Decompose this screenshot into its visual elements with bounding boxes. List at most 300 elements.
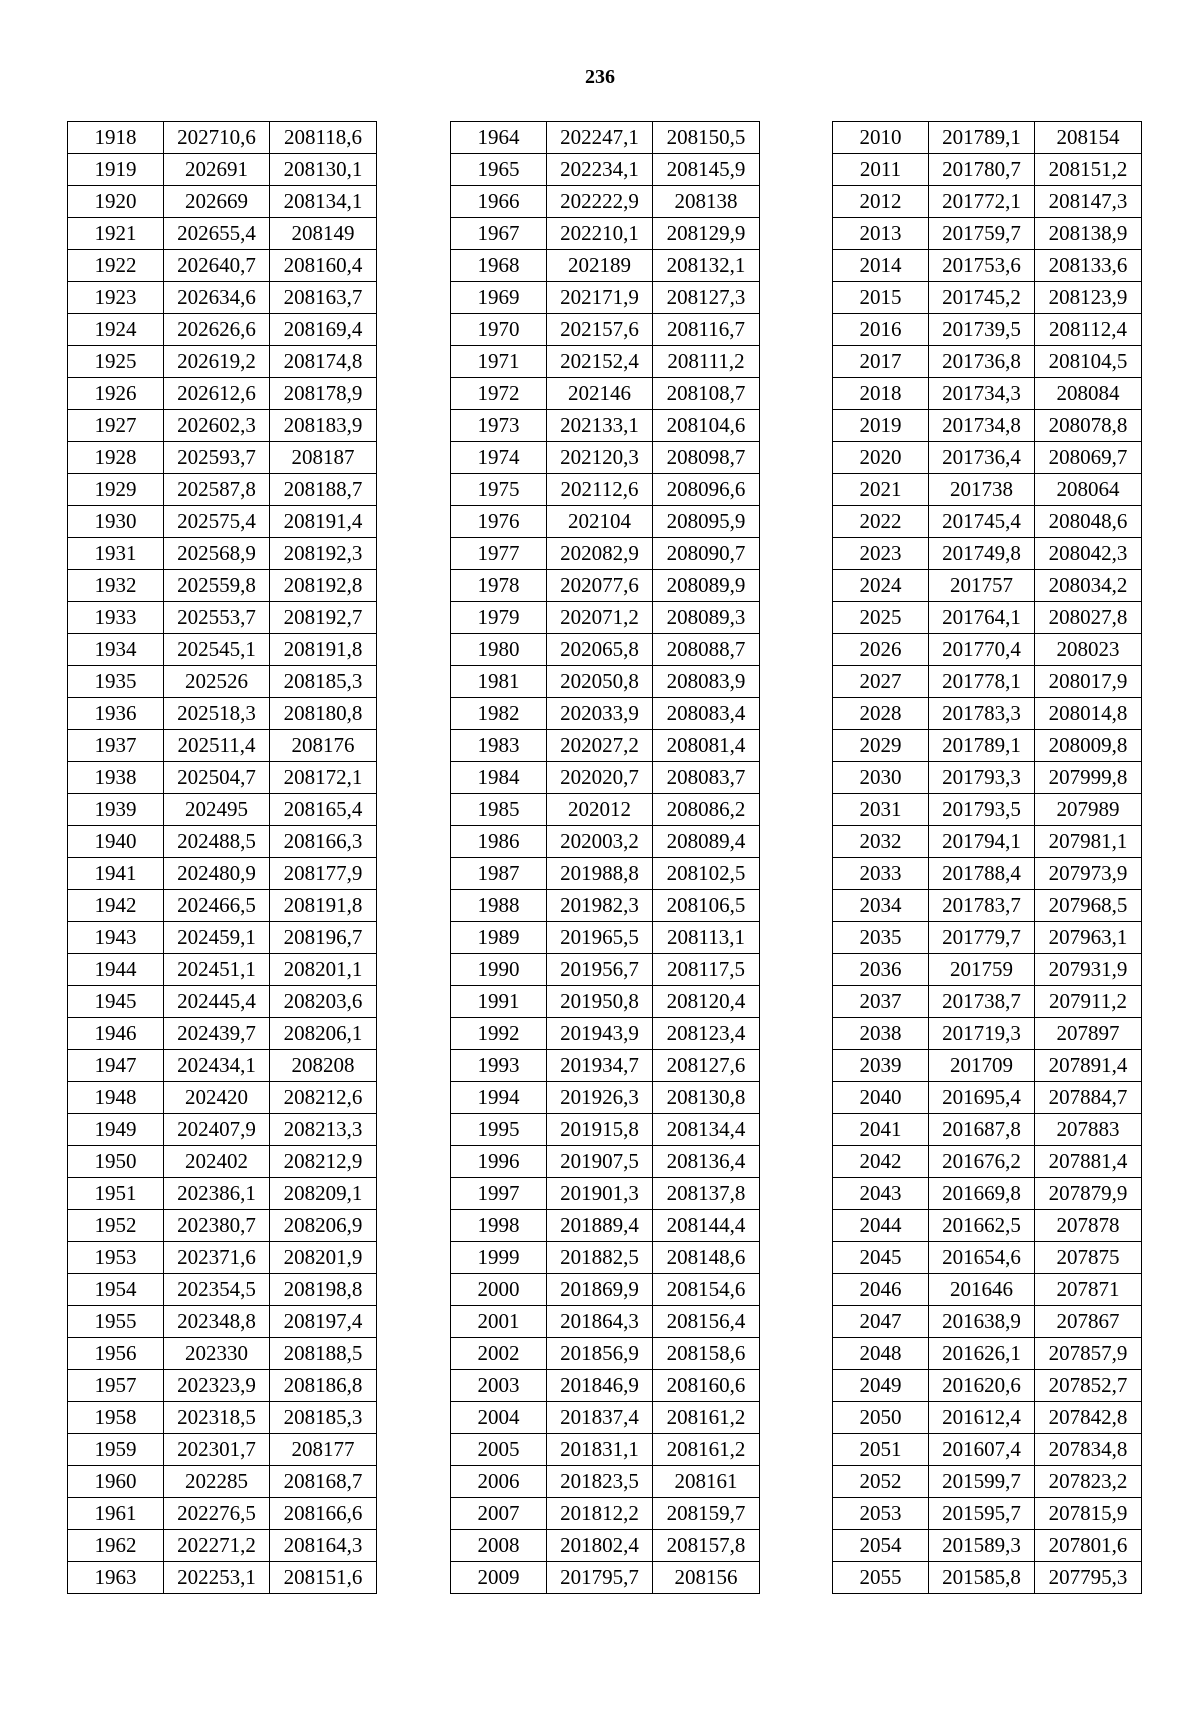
x-coordinate-cell: 202104 <box>547 506 653 538</box>
y-coordinate-cell: 208185,3 <box>270 666 377 698</box>
point-number-cell: 2045 <box>833 1242 929 1274</box>
table-row <box>451 1498 760 1530</box>
y-coordinate-cell: 207884,7 <box>1035 1082 1142 1114</box>
y-coordinate-cell: 208172,1 <box>270 762 377 794</box>
y-coordinate-cell: 208127,3 <box>653 282 760 314</box>
x-coordinate-cell: 202234,1 <box>547 154 653 186</box>
y-coordinate-cell: 208116,7 <box>653 314 760 346</box>
table-row <box>68 410 377 442</box>
point-number-cell: 2040 <box>833 1082 929 1114</box>
x-coordinate-cell: 202012 <box>547 794 653 826</box>
point-number-cell: 2049 <box>833 1370 929 1402</box>
y-coordinate-cell: 208165,4 <box>270 794 377 826</box>
table-row <box>451 1402 760 1434</box>
point-number-cell: 1963 <box>68 1562 164 1594</box>
table-row <box>451 410 760 442</box>
y-coordinate-cell: 208164,3 <box>270 1530 377 1562</box>
point-number-cell: 2053 <box>833 1498 929 1530</box>
x-coordinate-cell: 201739,5 <box>929 314 1035 346</box>
y-coordinate-cell: 208201,9 <box>270 1242 377 1274</box>
y-coordinate-cell: 208118,6 <box>270 122 377 154</box>
table-row <box>68 1466 377 1498</box>
x-coordinate-cell: 202210,1 <box>547 218 653 250</box>
x-coordinate-cell: 201988,8 <box>547 858 653 890</box>
point-number-cell: 1927 <box>68 410 164 442</box>
y-coordinate-cell: 208027,8 <box>1035 602 1142 634</box>
y-coordinate-cell: 207834,8 <box>1035 1434 1142 1466</box>
x-coordinate-cell: 201654,6 <box>929 1242 1035 1274</box>
point-number-cell: 1969 <box>451 282 547 314</box>
y-coordinate-cell: 208009,8 <box>1035 730 1142 762</box>
table-row <box>451 1306 760 1338</box>
y-coordinate-cell: 208196,7 <box>270 922 377 954</box>
x-coordinate-cell: 201846,9 <box>547 1370 653 1402</box>
point-number-cell: 1919 <box>68 154 164 186</box>
point-number-cell: 1967 <box>451 218 547 250</box>
table-row <box>68 506 377 538</box>
y-coordinate-cell: 208147,3 <box>1035 186 1142 218</box>
point-number-cell: 1929 <box>68 474 164 506</box>
point-number-cell: 1960 <box>68 1466 164 1498</box>
y-coordinate-cell: 207852,7 <box>1035 1370 1142 1402</box>
table-row <box>833 1274 1142 1306</box>
table-row <box>833 1114 1142 1146</box>
point-number-cell: 2007 <box>451 1498 547 1530</box>
table-row <box>68 1050 377 1082</box>
y-coordinate-cell: 208086,2 <box>653 794 760 826</box>
y-coordinate-cell: 208188,5 <box>270 1338 377 1370</box>
point-number-cell: 1948 <box>68 1082 164 1114</box>
table-row <box>833 954 1142 986</box>
x-coordinate-cell: 202526 <box>164 666 270 698</box>
x-coordinate-cell: 201599,7 <box>929 1466 1035 1498</box>
x-coordinate-cell: 201676,2 <box>929 1146 1035 1178</box>
y-coordinate-cell: 208149 <box>270 218 377 250</box>
point-number-cell: 2051 <box>833 1434 929 1466</box>
table-row <box>833 1466 1142 1498</box>
y-coordinate-cell: 207897 <box>1035 1018 1142 1050</box>
table-row <box>451 346 760 378</box>
x-coordinate-cell: 202612,6 <box>164 378 270 410</box>
point-number-cell: 1945 <box>68 986 164 1018</box>
point-number-cell: 2044 <box>833 1210 929 1242</box>
table-row <box>833 218 1142 250</box>
y-coordinate-cell: 208177 <box>270 1434 377 1466</box>
point-number-cell: 1996 <box>451 1146 547 1178</box>
x-coordinate-cell: 202402 <box>164 1146 270 1178</box>
point-number-cell: 1933 <box>68 602 164 634</box>
y-coordinate-cell: 208104,5 <box>1035 346 1142 378</box>
y-coordinate-cell: 208089,3 <box>653 602 760 634</box>
point-number-cell: 1958 <box>68 1402 164 1434</box>
point-number-cell: 2041 <box>833 1114 929 1146</box>
y-coordinate-cell: 208161,2 <box>653 1434 760 1466</box>
x-coordinate-cell: 202020,7 <box>547 762 653 794</box>
point-number-cell: 1976 <box>451 506 547 538</box>
x-coordinate-cell: 201837,4 <box>547 1402 653 1434</box>
table-row <box>451 538 760 570</box>
y-coordinate-cell: 208185,3 <box>270 1402 377 1434</box>
y-coordinate-cell: 208169,4 <box>270 314 377 346</box>
x-coordinate-cell: 201943,9 <box>547 1018 653 1050</box>
point-number-cell: 2042 <box>833 1146 929 1178</box>
table-row <box>451 954 760 986</box>
point-number-cell: 1986 <box>451 826 547 858</box>
x-coordinate-cell: 202593,7 <box>164 442 270 474</box>
point-number-cell: 1975 <box>451 474 547 506</box>
y-coordinate-cell: 208129,9 <box>653 218 760 250</box>
y-coordinate-cell: 208138 <box>653 186 760 218</box>
point-number-cell: 2039 <box>833 1050 929 1082</box>
table-row <box>68 218 377 250</box>
y-coordinate-cell: 208159,7 <box>653 1498 760 1530</box>
table-row <box>451 762 760 794</box>
table-row <box>451 1562 760 1594</box>
y-coordinate-cell: 208203,6 <box>270 986 377 1018</box>
table-row <box>68 730 377 762</box>
y-coordinate-cell: 208088,7 <box>653 634 760 666</box>
table-row <box>451 698 760 730</box>
x-coordinate-cell: 202575,4 <box>164 506 270 538</box>
point-number-cell: 1949 <box>68 1114 164 1146</box>
point-number-cell: 2050 <box>833 1402 929 1434</box>
y-coordinate-cell: 208183,9 <box>270 410 377 442</box>
point-number-cell: 1980 <box>451 634 547 666</box>
point-number-cell: 1941 <box>68 858 164 890</box>
x-coordinate-cell: 202459,1 <box>164 922 270 954</box>
y-coordinate-cell: 208160,4 <box>270 250 377 282</box>
x-coordinate-cell: 202587,8 <box>164 474 270 506</box>
x-coordinate-cell: 201956,7 <box>547 954 653 986</box>
x-coordinate-cell: 202157,6 <box>547 314 653 346</box>
x-coordinate-cell: 202065,8 <box>547 634 653 666</box>
point-number-cell: 2003 <box>451 1370 547 1402</box>
point-number-cell: 2031 <box>833 794 929 826</box>
y-coordinate-cell: 207867 <box>1035 1306 1142 1338</box>
table-row <box>833 1306 1142 1338</box>
point-number-cell: 1957 <box>68 1370 164 1402</box>
x-coordinate-cell: 202434,1 <box>164 1050 270 1082</box>
y-coordinate-cell: 208137,8 <box>653 1178 760 1210</box>
point-number-cell: 2002 <box>451 1338 547 1370</box>
y-coordinate-cell: 208177,9 <box>270 858 377 890</box>
table-row <box>68 282 377 314</box>
x-coordinate-cell: 202420 <box>164 1082 270 1114</box>
x-coordinate-cell: 202027,2 <box>547 730 653 762</box>
table-row <box>833 1242 1142 1274</box>
point-number-cell: 1964 <box>451 122 547 154</box>
point-number-cell: 2013 <box>833 218 929 250</box>
point-number-cell: 1990 <box>451 954 547 986</box>
x-coordinate-cell: 202301,7 <box>164 1434 270 1466</box>
y-coordinate-cell: 208133,6 <box>1035 250 1142 282</box>
table-row <box>68 762 377 794</box>
table-row <box>451 634 760 666</box>
x-coordinate-cell: 201669,8 <box>929 1178 1035 1210</box>
point-number-cell: 1937 <box>68 730 164 762</box>
y-coordinate-cell: 208178,9 <box>270 378 377 410</box>
table-row <box>833 890 1142 922</box>
y-coordinate-cell: 208069,7 <box>1035 442 1142 474</box>
table-row <box>833 1498 1142 1530</box>
x-coordinate-cell: 202152,4 <box>547 346 653 378</box>
point-number-cell: 1993 <box>451 1050 547 1082</box>
point-number-cell: 2018 <box>833 378 929 410</box>
table-row <box>68 442 377 474</box>
table-row <box>451 858 760 890</box>
table-row <box>68 474 377 506</box>
point-number-cell: 2020 <box>833 442 929 474</box>
point-number-cell: 1928 <box>68 442 164 474</box>
y-coordinate-cell: 208136,4 <box>653 1146 760 1178</box>
y-coordinate-cell: 207931,9 <box>1035 954 1142 986</box>
x-coordinate-cell: 201607,4 <box>929 1434 1035 1466</box>
y-coordinate-cell: 208209,1 <box>270 1178 377 1210</box>
table-row <box>68 346 377 378</box>
y-coordinate-cell: 208130,1 <box>270 154 377 186</box>
table-row <box>833 154 1142 186</box>
table-row <box>68 1434 377 1466</box>
point-number-cell: 2000 <box>451 1274 547 1306</box>
y-coordinate-cell: 208130,8 <box>653 1082 760 1114</box>
point-number-cell: 1943 <box>68 922 164 954</box>
x-coordinate-cell: 201687,8 <box>929 1114 1035 1146</box>
y-coordinate-cell: 208064 <box>1035 474 1142 506</box>
x-coordinate-cell: 202003,2 <box>547 826 653 858</box>
table-row <box>833 314 1142 346</box>
point-number-cell: 1968 <box>451 250 547 282</box>
point-number-cell: 2005 <box>451 1434 547 1466</box>
point-number-cell: 1970 <box>451 314 547 346</box>
point-number-cell: 1939 <box>68 794 164 826</box>
point-number-cell: 2001 <box>451 1306 547 1338</box>
x-coordinate-cell: 201831,1 <box>547 1434 653 1466</box>
x-coordinate-cell: 201882,5 <box>547 1242 653 1274</box>
x-coordinate-cell: 201734,8 <box>929 410 1035 442</box>
point-number-cell: 2015 <box>833 282 929 314</box>
point-number-cell: 1920 <box>68 186 164 218</box>
x-coordinate-cell: 202669 <box>164 186 270 218</box>
y-coordinate-cell: 207883 <box>1035 1114 1142 1146</box>
table-row <box>451 378 760 410</box>
point-number-cell: 1974 <box>451 442 547 474</box>
y-coordinate-cell: 207875 <box>1035 1242 1142 1274</box>
point-number-cell: 1922 <box>68 250 164 282</box>
point-number-cell: 2023 <box>833 538 929 570</box>
table-row <box>833 1178 1142 1210</box>
table-row <box>833 826 1142 858</box>
table-row <box>68 1338 377 1370</box>
table-row <box>451 1018 760 1050</box>
point-number-cell: 2014 <box>833 250 929 282</box>
x-coordinate-cell: 202655,4 <box>164 218 270 250</box>
y-coordinate-cell: 208161,2 <box>653 1402 760 1434</box>
x-coordinate-cell: 202559,8 <box>164 570 270 602</box>
table-row <box>68 1146 377 1178</box>
point-number-cell: 2047 <box>833 1306 929 1338</box>
x-coordinate-cell: 201738 <box>929 474 1035 506</box>
point-number-cell: 2052 <box>833 1466 929 1498</box>
x-coordinate-cell: 202466,5 <box>164 890 270 922</box>
y-coordinate-cell: 208023 <box>1035 634 1142 666</box>
x-coordinate-cell: 202112,6 <box>547 474 653 506</box>
x-coordinate-cell: 201734,3 <box>929 378 1035 410</box>
point-number-cell: 2022 <box>833 506 929 538</box>
x-coordinate-cell: 201589,3 <box>929 1530 1035 1562</box>
point-number-cell: 1973 <box>451 410 547 442</box>
table-row <box>451 1210 760 1242</box>
table-row <box>833 1402 1142 1434</box>
point-number-cell: 1977 <box>451 538 547 570</box>
y-coordinate-cell: 208083,4 <box>653 698 760 730</box>
table-row <box>833 122 1142 154</box>
point-number-cell: 2016 <box>833 314 929 346</box>
point-number-cell: 2032 <box>833 826 929 858</box>
y-coordinate-cell: 208198,8 <box>270 1274 377 1306</box>
x-coordinate-cell: 202480,9 <box>164 858 270 890</box>
point-number-cell: 2011 <box>833 154 929 186</box>
table-row <box>451 1466 760 1498</box>
point-number-cell: 1995 <box>451 1114 547 1146</box>
y-coordinate-cell: 208212,9 <box>270 1146 377 1178</box>
table-row <box>451 1178 760 1210</box>
y-coordinate-cell: 208168,7 <box>270 1466 377 1498</box>
y-coordinate-cell: 208014,8 <box>1035 698 1142 730</box>
point-number-cell: 2028 <box>833 698 929 730</box>
table-row <box>451 282 760 314</box>
point-number-cell: 2054 <box>833 1530 929 1562</box>
y-coordinate-cell: 208145,9 <box>653 154 760 186</box>
point-number-cell: 2024 <box>833 570 929 602</box>
x-coordinate-cell: 201749,8 <box>929 538 1035 570</box>
table-row <box>833 1082 1142 1114</box>
table-row <box>833 1050 1142 1082</box>
table-row <box>451 730 760 762</box>
table-row <box>833 986 1142 1018</box>
x-coordinate-cell: 201907,5 <box>547 1146 653 1178</box>
x-coordinate-cell: 201745,2 <box>929 282 1035 314</box>
y-coordinate-cell: 207911,2 <box>1035 986 1142 1018</box>
x-coordinate-cell: 202171,9 <box>547 282 653 314</box>
y-coordinate-cell: 208176 <box>270 730 377 762</box>
point-number-cell: 1955 <box>68 1306 164 1338</box>
table-row <box>451 1114 760 1146</box>
table-row <box>451 602 760 634</box>
x-coordinate-cell: 201745,4 <box>929 506 1035 538</box>
point-number-cell: 1932 <box>68 570 164 602</box>
y-coordinate-cell: 208186,8 <box>270 1370 377 1402</box>
x-coordinate-cell: 201695,4 <box>929 1082 1035 1114</box>
x-coordinate-cell: 201915,8 <box>547 1114 653 1146</box>
y-coordinate-cell: 208083,7 <box>653 762 760 794</box>
table-row <box>451 986 760 1018</box>
x-coordinate-cell: 202247,1 <box>547 122 653 154</box>
x-coordinate-cell: 202451,1 <box>164 954 270 986</box>
x-coordinate-cell: 201889,4 <box>547 1210 653 1242</box>
point-number-cell: 2012 <box>833 186 929 218</box>
y-coordinate-cell: 208180,8 <box>270 698 377 730</box>
y-coordinate-cell: 208191,8 <box>270 634 377 666</box>
y-coordinate-cell: 207823,2 <box>1035 1466 1142 1498</box>
y-coordinate-cell: 208192,8 <box>270 570 377 602</box>
point-number-cell: 1942 <box>68 890 164 922</box>
table-row <box>68 634 377 666</box>
table-row <box>68 186 377 218</box>
x-coordinate-cell: 202133,1 <box>547 410 653 442</box>
x-coordinate-cell: 201638,9 <box>929 1306 1035 1338</box>
x-coordinate-cell: 202146 <box>547 378 653 410</box>
point-number-cell: 1972 <box>451 378 547 410</box>
x-coordinate-cell: 201926,3 <box>547 1082 653 1114</box>
y-coordinate-cell: 208112,4 <box>1035 314 1142 346</box>
x-coordinate-cell: 201982,3 <box>547 890 653 922</box>
y-coordinate-cell: 208017,9 <box>1035 666 1142 698</box>
y-coordinate-cell: 207842,8 <box>1035 1402 1142 1434</box>
y-coordinate-cell: 208191,8 <box>270 890 377 922</box>
table-row <box>451 154 760 186</box>
y-coordinate-cell: 208208 <box>270 1050 377 1082</box>
y-coordinate-cell: 207968,5 <box>1035 890 1142 922</box>
y-coordinate-cell: 207999,8 <box>1035 762 1142 794</box>
x-coordinate-cell: 201802,4 <box>547 1530 653 1562</box>
x-coordinate-cell: 202504,7 <box>164 762 270 794</box>
point-number-cell: 2008 <box>451 1530 547 1562</box>
y-coordinate-cell: 208034,2 <box>1035 570 1142 602</box>
x-coordinate-cell: 202545,1 <box>164 634 270 666</box>
table-row <box>833 922 1142 954</box>
x-coordinate-cell: 201709 <box>929 1050 1035 1082</box>
table-row <box>833 474 1142 506</box>
coordinate-table-1 <box>67 121 377 1594</box>
y-coordinate-cell: 208213,3 <box>270 1114 377 1146</box>
point-number-cell: 2026 <box>833 634 929 666</box>
table-row <box>451 314 760 346</box>
y-coordinate-cell: 207989 <box>1035 794 1142 826</box>
x-coordinate-cell: 202626,6 <box>164 314 270 346</box>
x-coordinate-cell: 201950,8 <box>547 986 653 1018</box>
y-coordinate-cell: 208187 <box>270 442 377 474</box>
table-row <box>68 1530 377 1562</box>
y-coordinate-cell: 208192,3 <box>270 538 377 570</box>
table-row <box>833 506 1142 538</box>
point-number-cell: 1940 <box>68 826 164 858</box>
point-number-cell: 2004 <box>451 1402 547 1434</box>
x-coordinate-cell: 201626,1 <box>929 1338 1035 1370</box>
y-coordinate-cell: 208148,6 <box>653 1242 760 1274</box>
point-number-cell: 2046 <box>833 1274 929 1306</box>
point-number-cell: 1983 <box>451 730 547 762</box>
x-coordinate-cell: 201780,7 <box>929 154 1035 186</box>
y-coordinate-cell: 208151,6 <box>270 1562 377 1594</box>
table-row <box>68 858 377 890</box>
y-coordinate-cell: 208197,4 <box>270 1306 377 1338</box>
x-coordinate-cell: 202553,7 <box>164 602 270 634</box>
table-row <box>833 1562 1142 1594</box>
y-coordinate-cell: 208156 <box>653 1562 760 1594</box>
point-number-cell: 1944 <box>68 954 164 986</box>
table-row <box>451 1146 760 1178</box>
point-number-cell: 2009 <box>451 1562 547 1594</box>
table-row <box>68 1082 377 1114</box>
x-coordinate-cell: 201620,6 <box>929 1370 1035 1402</box>
point-number-cell: 2043 <box>833 1178 929 1210</box>
y-coordinate-cell: 208134,4 <box>653 1114 760 1146</box>
table-row <box>68 922 377 954</box>
table-row <box>451 890 760 922</box>
x-coordinate-cell: 202710,6 <box>164 122 270 154</box>
point-number-cell: 2055 <box>833 1562 929 1594</box>
point-number-cell: 1947 <box>68 1050 164 1082</box>
